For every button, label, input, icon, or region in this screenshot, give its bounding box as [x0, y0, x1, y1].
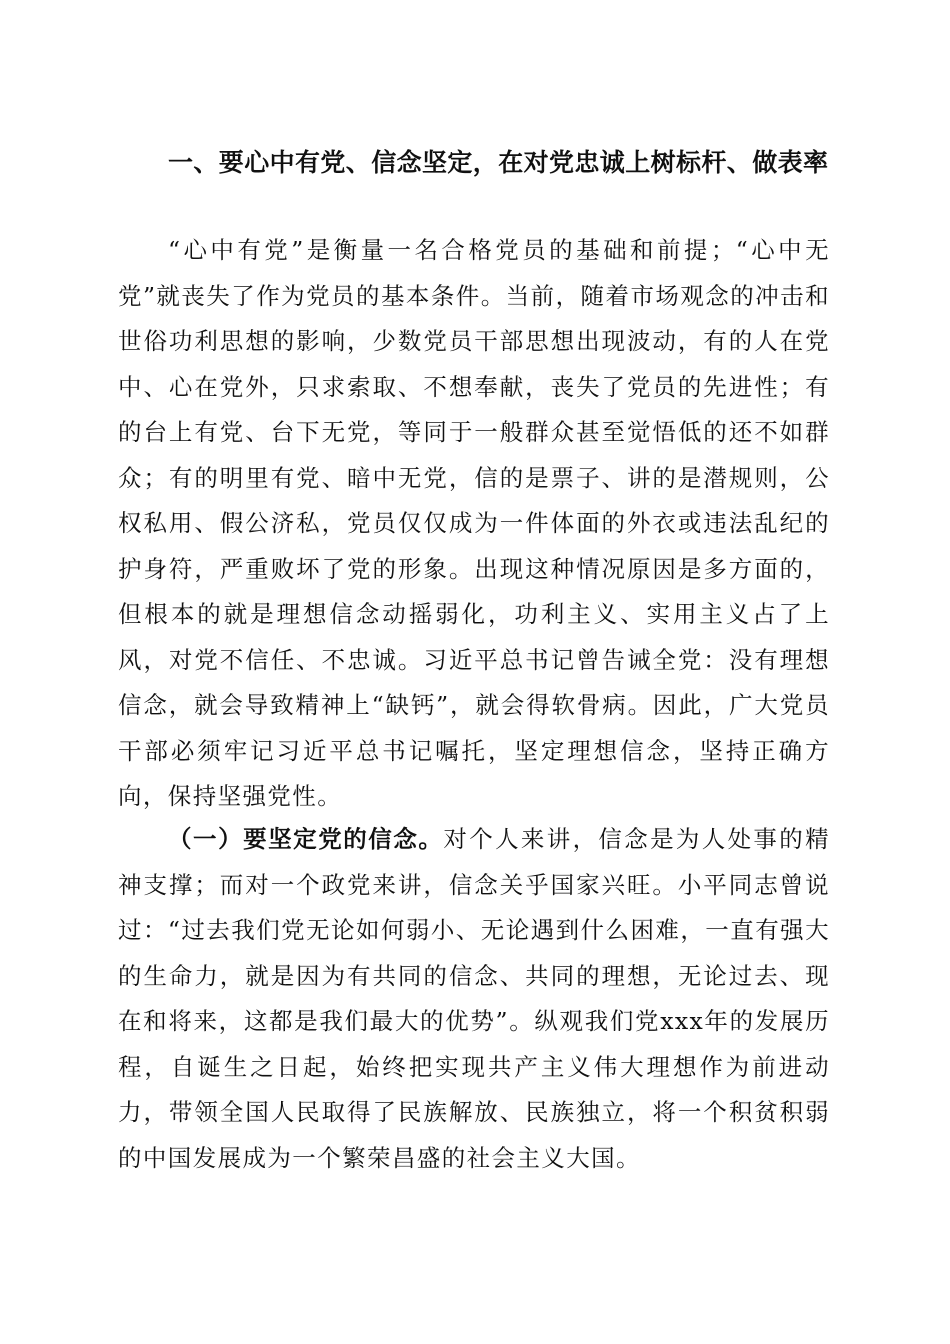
- paragraph-2-text: 对个人来讲，信念是为人处事的精神支撑；而对一个政党来讲，信念关乎国家兴旺。小平同志曾说过：“过去我们党无论如何弱小、无论遇到什么困难，一直有强大的生命力，就是因为有共同的信念、共同的理想，无论过去、现在和将来，这都是我们最大的优势”。纵观我们党xxx年的发展历程，自诞生之日起，始终把实现共产主义伟大理想作为前进动力，带领全国人民取得了民族解放、民族独立，将一个积贫积弱的中国发展成为一个繁荣昌盛的社会主义大国。: [118, 825, 831, 1172]
- section-heading: 一、要心中有党、信念坚定，在对党忠诚上树标杆、做表率: [168, 148, 829, 177]
- body-paragraph-1: [118, 228, 830, 820]
- subsection-lead: （一）要坚定党的信念。: [168, 825, 444, 853]
- body-paragraph-2: [118, 817, 830, 1181]
- paragraph-1-text: “心中有党”是衡量一名合格党员的基础和前提；“心中无党”就丧失了作为党员的基本条件。当前，随着市场观念的冲击和世俗功利思想的影响，少数党员干部思想出现波动，有的人在党中、心在党外，只求索取、不想奉献，丧失了党员的先进性；有的台上有党、台下无党，等同于一般群众甚至觉悟低的还不如群众；有的明里有党、暗中无党，信的是票子、讲的是潜规则，公权私用、假公济私，党员仅仅成为一件体面的外衣或违法乱纪的护身符，严重败坏了党的形象。出现这种情况原因是多方面的，但根本的就是理想信念动摇弱化，功利主义、实用主义占了上风，对党不信任、不忠诚。习近平总书记曾告诫全党：没有理想信念，就会导致精神上“缺钙”，就会得软骨病。因此，广大党员干部必须牢记习近平总书记嘱托，坚定理想信念，坚持正确方向，保持坚强党性。: [118, 236, 830, 810]
